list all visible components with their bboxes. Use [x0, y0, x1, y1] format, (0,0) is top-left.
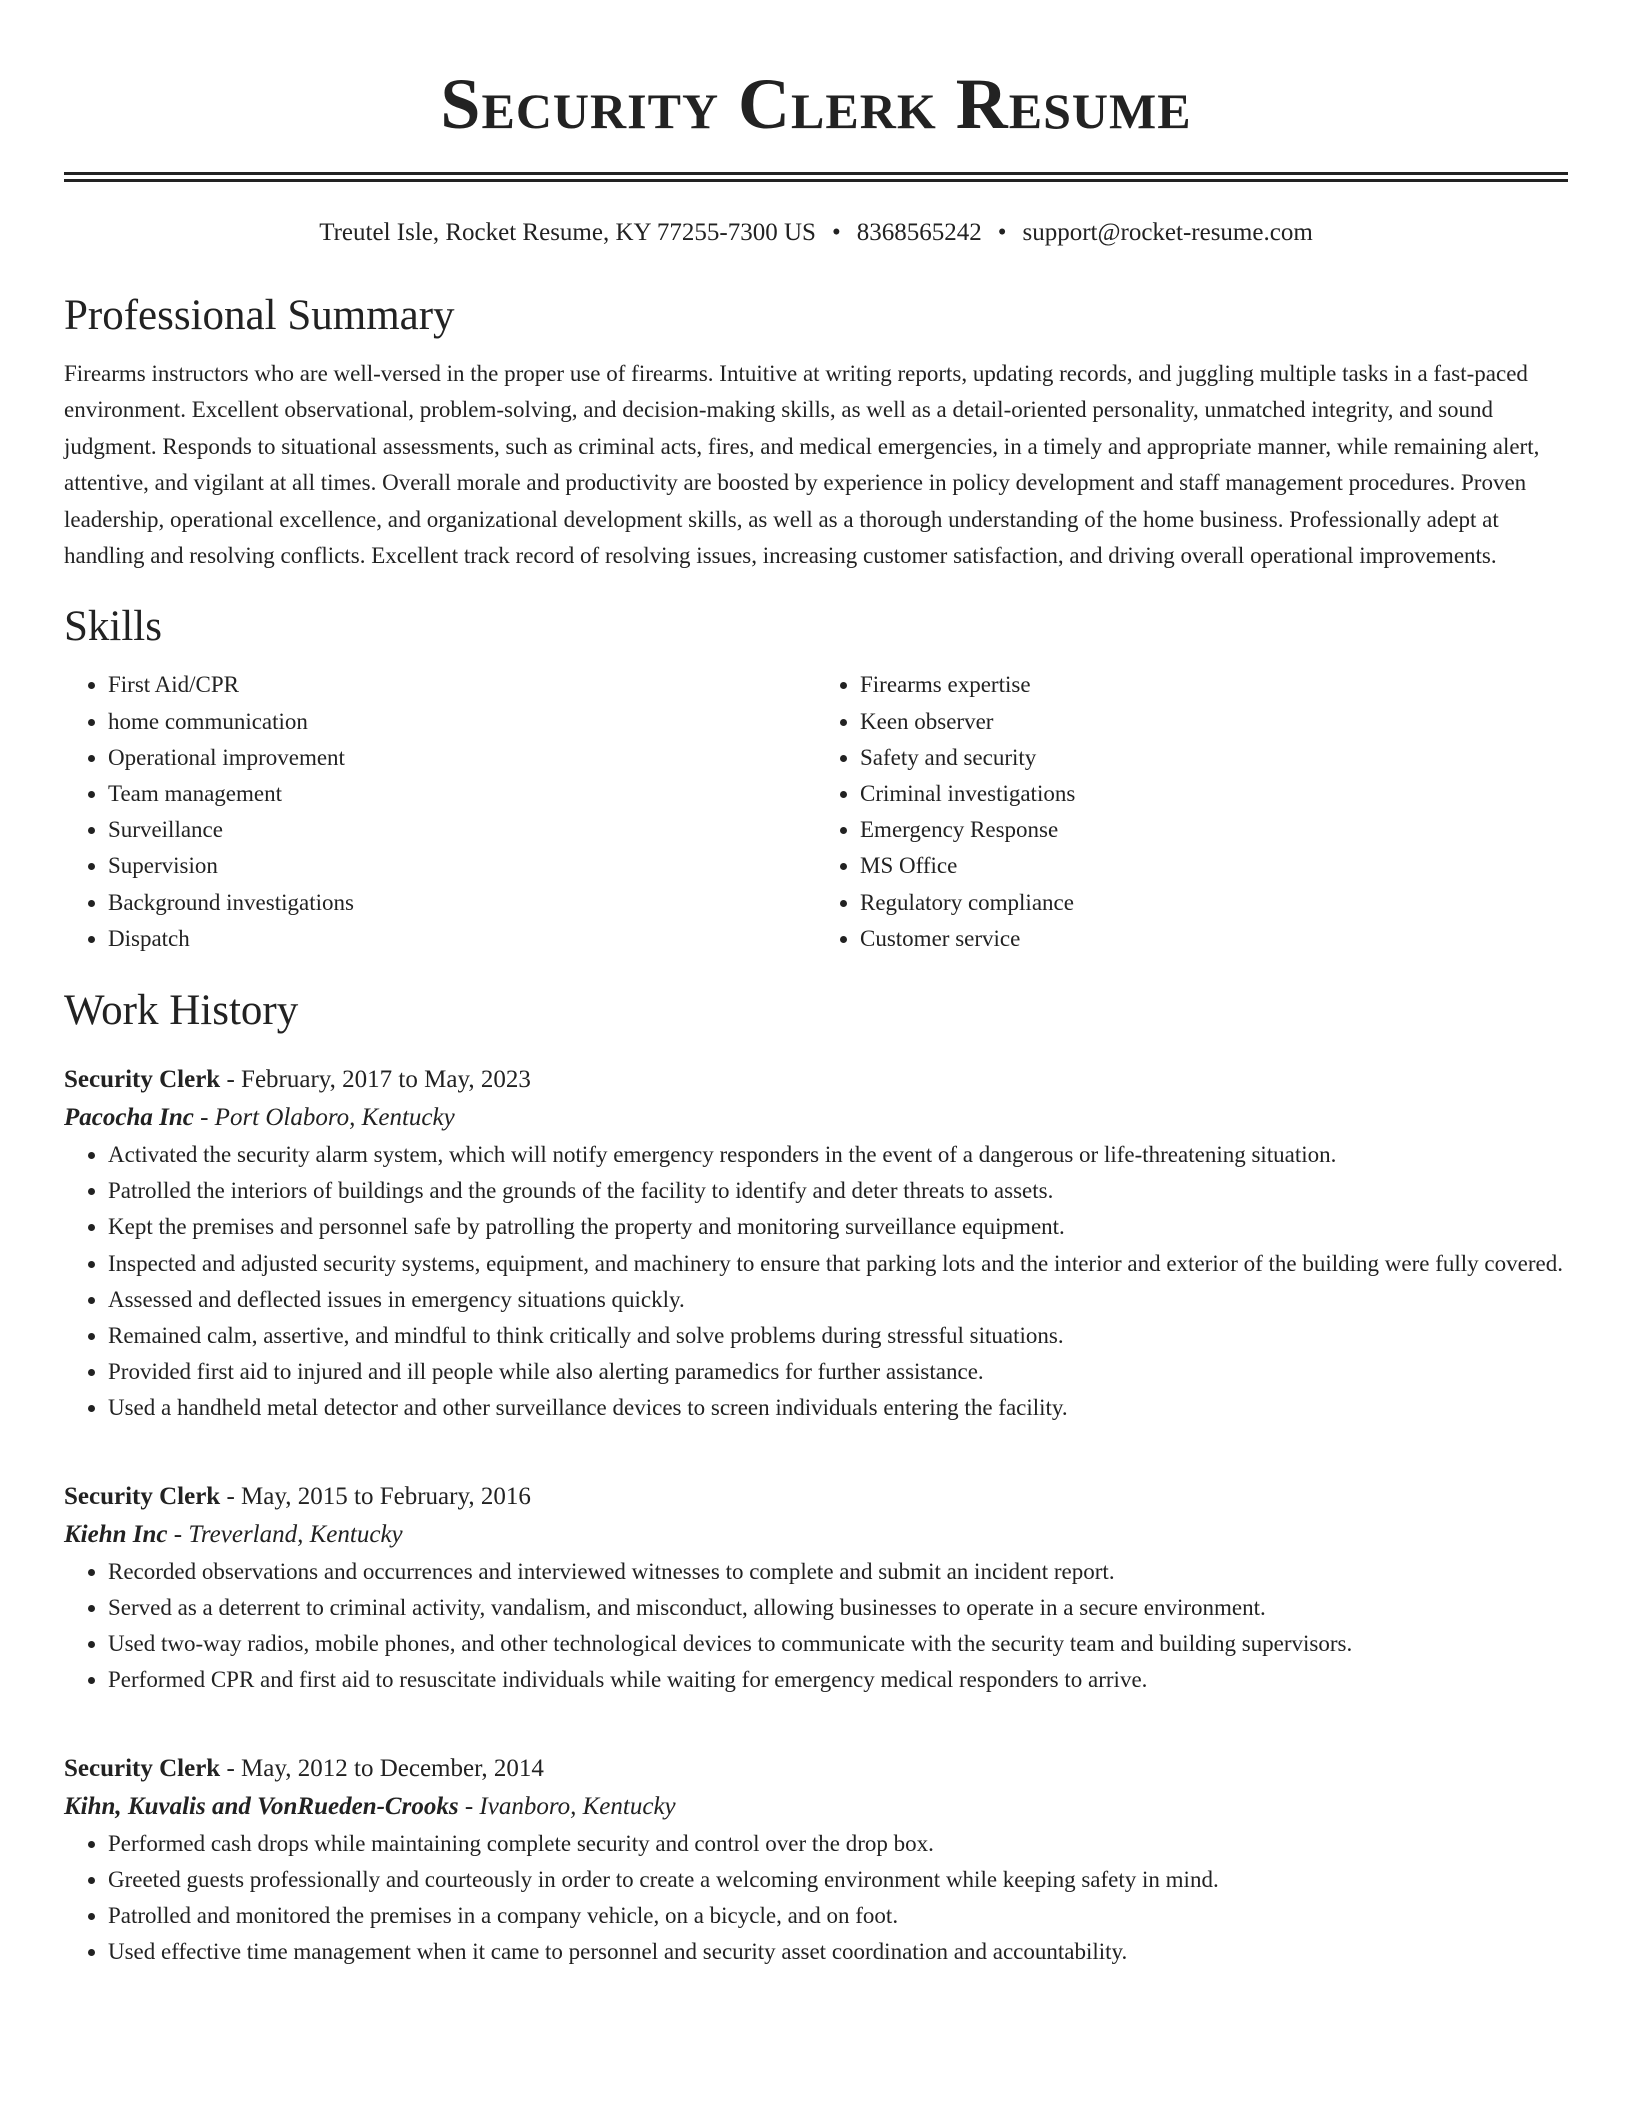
job-duty: • Activated the security alarm system, which will notify emergency responders in the event of a dangerous or life-threatening situation. [108, 1137, 1568, 1173]
job-duty: • Used a handheld metal detector and other surveillance devices to screen individuals entering the facility. [108, 1390, 1568, 1426]
contact-line [64, 218, 1568, 248]
job-title: Security Clerk [64, 1066, 221, 1094]
skill-item: • Team management [108, 776, 816, 812]
job-title-line [64, 1061, 1568, 1099]
job-duty: • Patrolled and monitored the premises in a company vehicle, on a bicycle, and on foot. [108, 1898, 1568, 1934]
skill-item: • Criminal investigations [860, 776, 1568, 812]
contact-address: Treutel Isle, Rocket Resume, KY 77255-7300 US [319, 219, 816, 246]
job-duty: • Inspected and adjusted security systems, equipment, and machinery to ensure that parking lots and the interior and exterior of the building were fully covered. [108, 1246, 1568, 1282]
job-entry [64, 1061, 1568, 1427]
job-location: - Treverland, Kentucky [167, 1520, 403, 1548]
skill-item: • Supervision [108, 848, 816, 884]
skill-item: • Emergency Response [860, 812, 1568, 848]
contact-phone: 8368565242 [856, 219, 982, 246]
skill-item: • Firearms expertise [860, 667, 1568, 703]
job-duty: • Served as a deterrent to criminal activity, vandalism, and misconduct, allowing businesses to operate in a secure environment. [108, 1590, 1568, 1626]
job-entry [64, 1750, 1568, 1971]
job-title-line [64, 1750, 1568, 1788]
job-duty: • Remained calm, assertive, and mindful to think critically and solve problems during stressful situations. [108, 1318, 1568, 1354]
skills-section [64, 603, 1568, 957]
skills-column-right [816, 667, 1568, 957]
job-duties-list [64, 1826, 1568, 1971]
skill-item: • Dispatch [108, 921, 816, 957]
contact-separator: • [831, 219, 841, 246]
skill-item: • MS Office [860, 848, 1568, 884]
summary-heading: Professional Summary [64, 292, 455, 339]
job-company: Kiehn Inc [64, 1520, 168, 1548]
skill-item: • First Aid/CPR [108, 667, 816, 703]
job-duty: • Performed CPR and first aid to resuscitate individuals while waiting for emergency medical responders to arrive. [108, 1662, 1568, 1698]
work-history-section [64, 987, 1568, 1970]
skills-column-left [64, 667, 816, 957]
job-duty: • Provided first aid to injured and ill people while also alerting paramedics for further assistance. [108, 1354, 1568, 1390]
job-duty: • Performed cash drops while maintaining complete security and control over the drop box. [108, 1826, 1568, 1862]
job-company: Pacocha Inc [64, 1104, 194, 1132]
job-duty: • Used two-way radios, mobile phones, and other technological devices to communicate with the security team and building supervisors. [108, 1626, 1568, 1662]
job-duties-list [64, 1554, 1568, 1699]
skill-item: • home communication [108, 704, 816, 740]
skill-item: • Regulatory compliance [860, 885, 1568, 921]
skills-grid [64, 667, 1568, 957]
title-divider [64, 172, 1568, 182]
skill-item: • Background investigations [108, 885, 816, 921]
job-company-line [64, 1516, 1568, 1554]
job-location: - Ivanboro, Kentucky [458, 1792, 676, 1820]
skill-item: • Surveillance [108, 812, 816, 848]
skill-item: • Keen observer [860, 704, 1568, 740]
job-duty: • Greeted guests professionally and courteously in order to create a welcoming environment while keeping safety in mind. [108, 1862, 1568, 1898]
job-duty: • Recorded observations and occurrences and interviewed witnesses to complete and submit an incident report. [108, 1554, 1568, 1590]
job-duty: • Assessed and deflected issues in emergency situations quickly. [108, 1282, 1568, 1318]
skills-heading: Skills [64, 603, 162, 651]
skill-item: • Operational improvement [108, 740, 816, 776]
job-company-line [64, 1099, 1568, 1137]
job-duty: • Kept the premises and personnel safe by patrolling the property and monitoring surveillance equipment. [108, 1209, 1568, 1245]
job-company: Kihn, Kuvalis and VonRueden-Crooks [64, 1792, 459, 1820]
job-dates: - May, 2012 to December, 2014 [220, 1754, 544, 1782]
job-title: Security Clerk [64, 1482, 221, 1510]
skills-list-right [816, 667, 1568, 957]
skill-item: • Customer service [860, 921, 1568, 957]
work-history-heading: Work History [64, 987, 299, 1035]
resume-title: Security Clerk Resume [440, 64, 1192, 144]
job-company-line [64, 1788, 1568, 1826]
skill-item: • Safety and security [860, 740, 1568, 776]
job-duty: • Patrolled the interiors of buildings and the grounds of the facility to identify and deter threats to assets. [108, 1173, 1568, 1209]
job-title: Security Clerk [64, 1754, 221, 1782]
contact-email: support@rocket-resume.com [1022, 219, 1313, 246]
job-title-line [64, 1478, 1568, 1516]
job-duty: • Used effective time management when it came to personnel and security asset coordination and accountability. [108, 1934, 1568, 1970]
job-duties-list [64, 1137, 1568, 1427]
job-dates: - May, 2015 to February, 2016 [220, 1482, 531, 1510]
contact-separator: • [997, 219, 1007, 246]
job-location: - Port Olaboro, Kentucky [193, 1104, 455, 1132]
summary-section [64, 292, 1568, 574]
skills-list-left [64, 667, 816, 957]
summary-text: Firearms instructors who are well-versed in the proper use of firearms. Intuitive at writing reports, updating records, and juggling multiple tasks in a fast-paced environment. Excellent observational, problem-solving, and decision-making skills, as well as a detail-oriented personality, unmatched integrity, and sound judgment. Responds to situational assessments, such as criminal acts, fires, and medical emergencies, in a timely and appropriate manner, while remaining alert, attentive, and vigilant at all times. Overall morale and productivity are boosted by experience in policy development and staff management procedures. Proven leadership, operational excellence, and organizational development skills, as well as a thorough understanding of the home business. Professionally adept at handling and resolving conflicts. Excellent track record of resolving issues, increasing customer satisfaction, and driving overall operational improvements. [64, 361, 1540, 569]
job-dates: - February, 2017 to May, 2023 [220, 1066, 531, 1094]
job-entry [64, 1478, 1568, 1699]
